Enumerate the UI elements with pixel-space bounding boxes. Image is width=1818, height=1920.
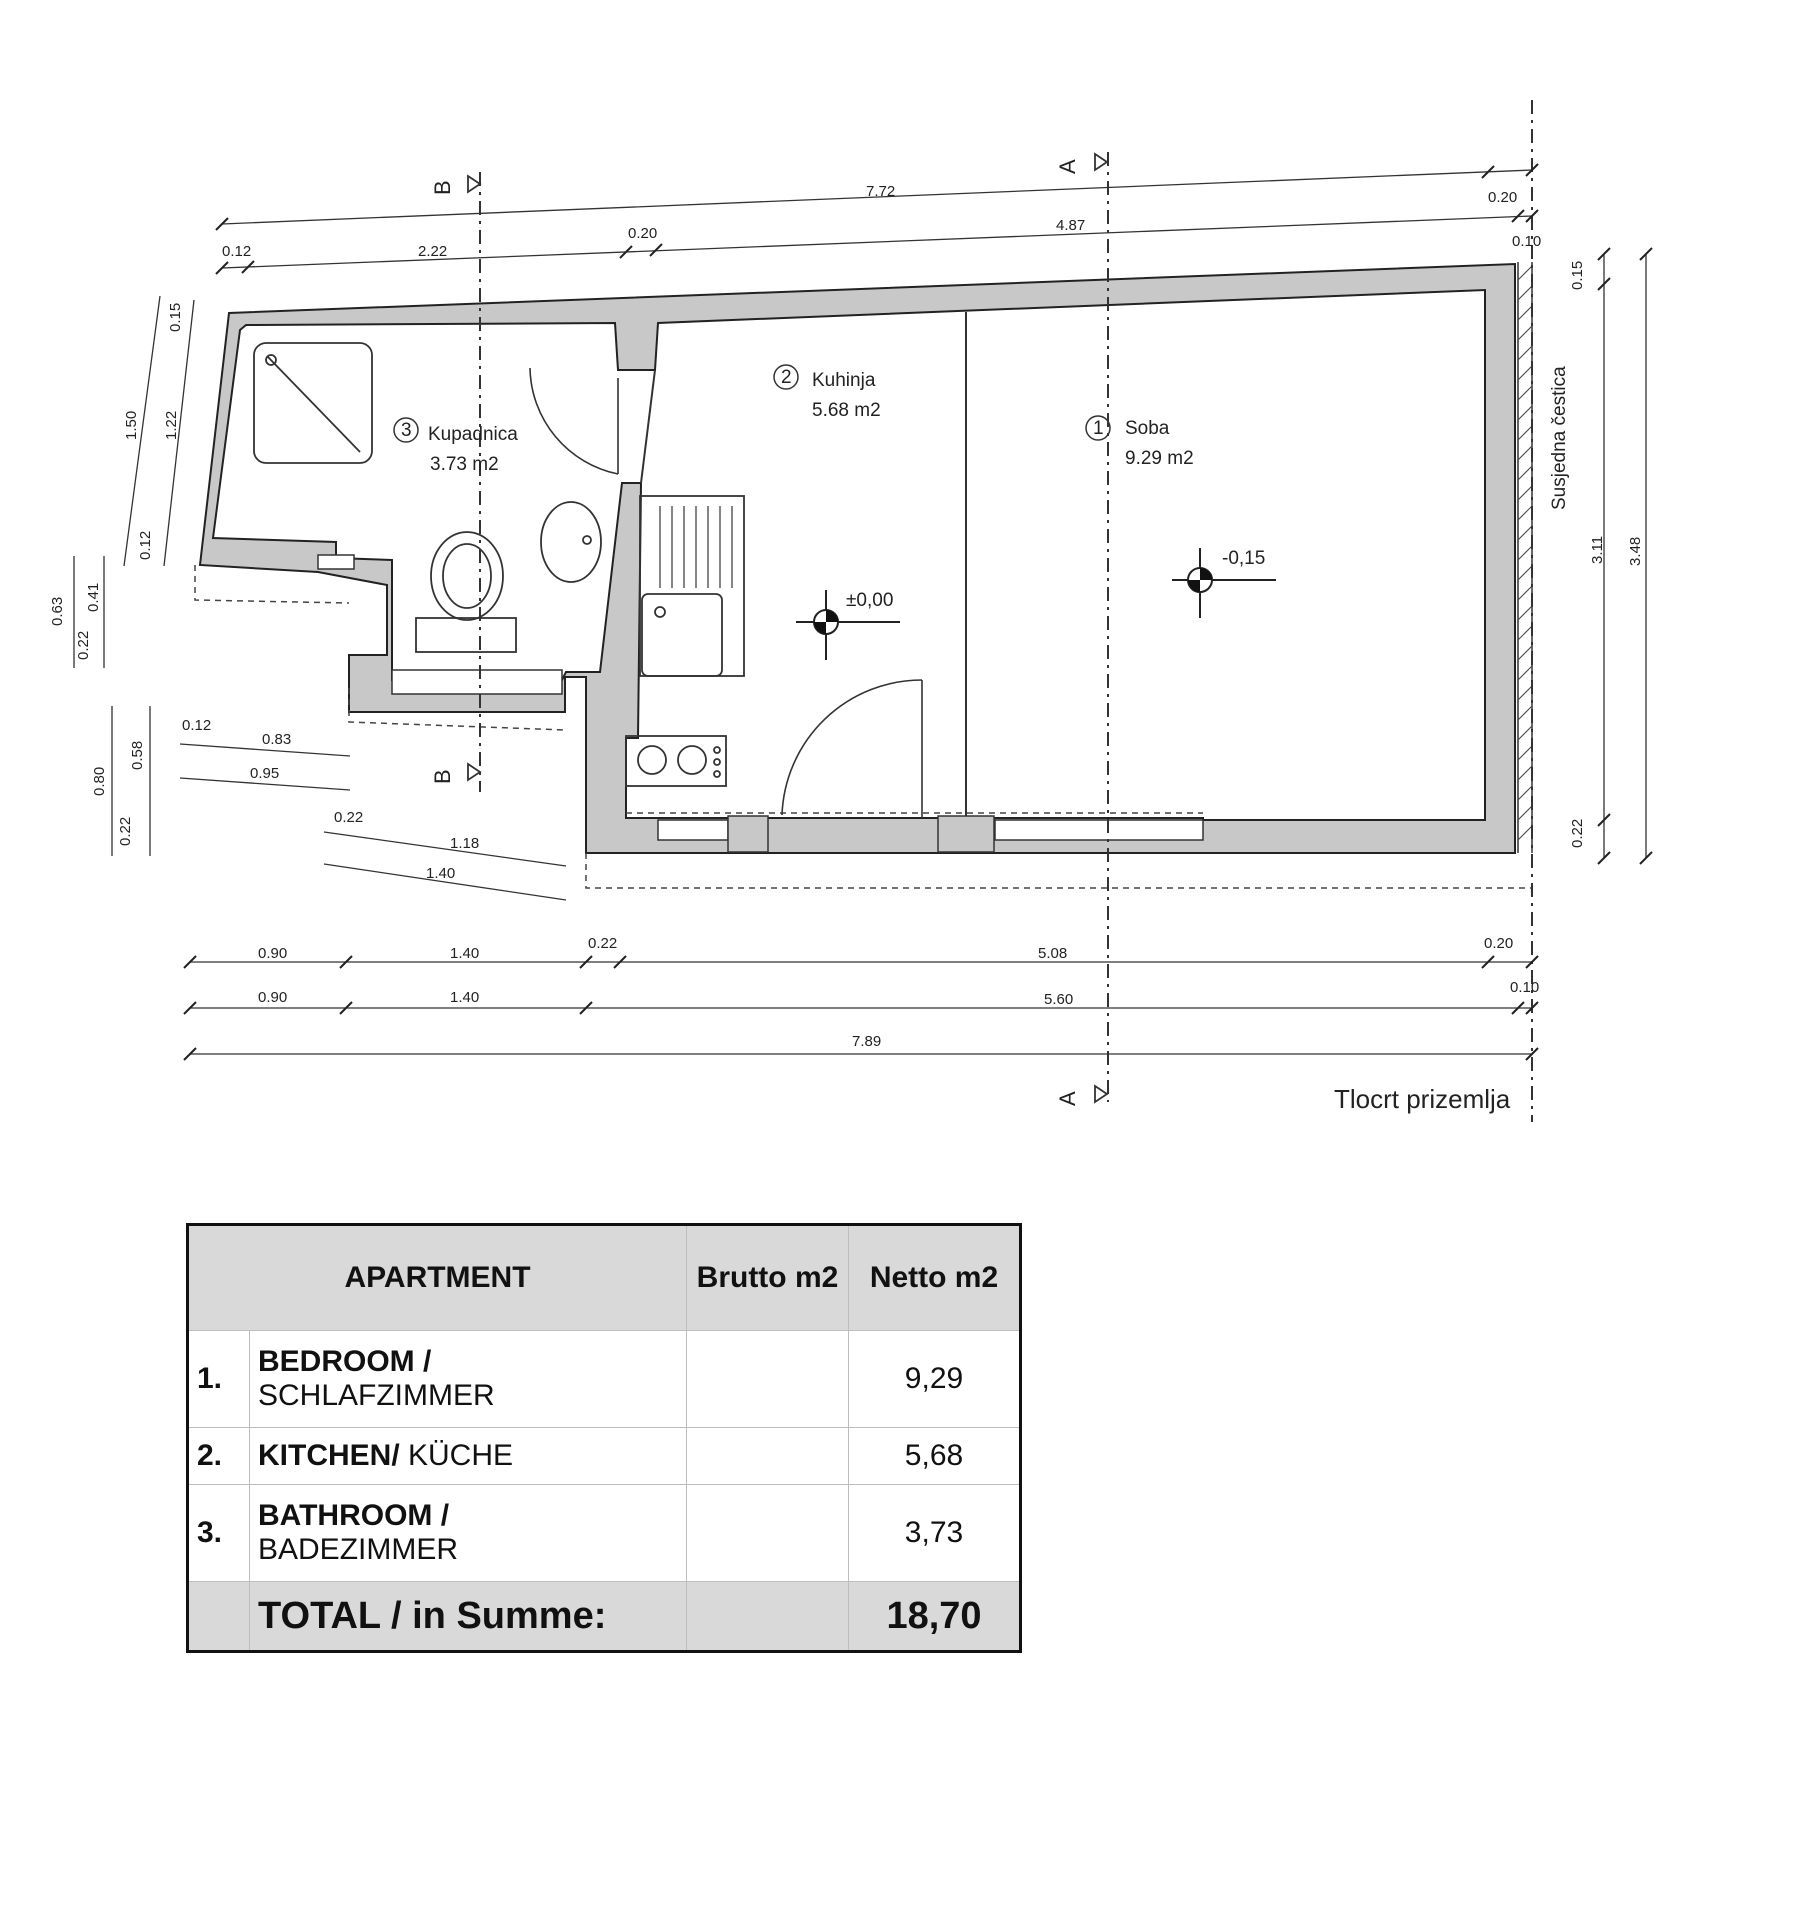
dim-top-487: 4.87	[1056, 217, 1086, 234]
stove	[626, 736, 726, 786]
dim-top-020a: 0.20	[1488, 189, 1518, 206]
total-label: TOTAL / in Summe:	[250, 1582, 687, 1652]
section-mark-b-bottom: B	[430, 769, 455, 784]
hatch-lines	[1518, 266, 1532, 840]
row-name-bold: BEDROOM /	[258, 1345, 432, 1378]
plan-caption: Tlocrt prizemlja	[1334, 1084, 1511, 1114]
dim-b1-022: 0.22	[588, 935, 618, 952]
total-netto: 18,70	[849, 1582, 1021, 1652]
dim-left-012: 0.12	[137, 530, 154, 560]
bath-door-swing	[530, 368, 618, 474]
counter	[640, 496, 744, 676]
dim-left-015: 0.15	[167, 302, 184, 332]
dim-left-063: 0.63	[49, 596, 66, 626]
room-labels	[394, 365, 1194, 475]
toilet-bowl	[431, 532, 503, 620]
row-number: 1.	[188, 1331, 250, 1428]
walls	[200, 264, 1515, 853]
wall-pier-1	[728, 816, 768, 852]
dim-right-022: 0.22	[1569, 818, 1586, 848]
dim-b1-090: 0.90	[258, 945, 288, 962]
header-apartment: APARTMENT	[188, 1225, 687, 1331]
toilet-tank	[416, 618, 516, 652]
table-row	[188, 1485, 1021, 1582]
window-bath-bottom	[392, 670, 562, 694]
drain-board-lines	[660, 506, 732, 588]
section-mark-a-bottom: A	[1055, 1091, 1080, 1106]
room-3-number: 3	[401, 420, 412, 441]
header-netto: Netto m2	[849, 1225, 1021, 1331]
section-mark-a-top: A	[1055, 159, 1080, 174]
room-2-area: 5.68 m2	[812, 400, 881, 421]
total-spacer	[188, 1582, 250, 1652]
window-room	[995, 820, 1203, 840]
level-room: -0,15	[1222, 548, 1266, 569]
dim-b3-789: 7.89	[852, 1033, 882, 1050]
room-1-number: 1	[1093, 418, 1104, 439]
row-name-bold: BATHROOM /	[258, 1499, 450, 1532]
table-header-row	[188, 1225, 1021, 1331]
sink	[642, 594, 722, 676]
dim-lh-095: 0.95	[250, 765, 280, 782]
dim-top-222: 2.22	[418, 243, 448, 260]
dim-b2-560: 5.60	[1044, 991, 1074, 1008]
area-table	[186, 1223, 1022, 1653]
dim-lh-118: 1.18	[450, 835, 480, 852]
dim-b2-090: 0.90	[258, 989, 288, 1006]
wall-pier-2	[938, 816, 994, 852]
room-2-name: Kuhinja	[812, 370, 876, 391]
dim-left-150: 1.50	[123, 410, 140, 440]
table-total-row	[188, 1582, 1021, 1652]
outer-wall	[200, 264, 1515, 853]
room-3-name: Kupadnica	[428, 424, 518, 445]
level-kitchen: ±0,00	[846, 590, 894, 611]
dim-lh-140: 1.40	[426, 865, 456, 882]
row-number: 3.	[188, 1485, 250, 1582]
dim-b1-140: 1.40	[450, 945, 480, 962]
row-name-rest: SCHLAFZIMMER	[258, 1379, 495, 1412]
dim-lh-012: 0.12	[182, 717, 212, 734]
row-name-rest: KÜCHE	[399, 1439, 514, 1472]
row-number: 2.	[188, 1428, 250, 1485]
dim-top-010: 0.10	[1512, 233, 1542, 250]
row-netto: 9,29	[849, 1331, 1021, 1428]
room-1-area: 9.29 m2	[1125, 448, 1194, 469]
header-brutto: Brutto m2	[687, 1225, 849, 1331]
dim-b2-140: 1.40	[450, 989, 480, 1006]
room-3-area: 3.73 m2	[430, 454, 499, 475]
row-brutto	[687, 1428, 849, 1485]
section-mark-b-top: B	[430, 180, 455, 195]
dim-right-015: 0.15	[1569, 260, 1586, 290]
partitions	[641, 312, 966, 818]
dim-lh-022: 0.22	[334, 809, 364, 826]
row-name	[250, 1485, 687, 1582]
entry-door-swing	[782, 680, 922, 815]
row-brutto	[687, 1485, 849, 1582]
dim-b1-508: 5.08	[1038, 945, 1068, 962]
dim-left-122: 1.22	[163, 410, 180, 440]
dim-b1-020: 0.20	[1484, 935, 1514, 952]
dim-right-311: 3.11	[1589, 535, 1606, 564]
dim-top-012: 0.12	[222, 243, 252, 260]
room-1-name: Soba	[1125, 418, 1170, 439]
row-name-rest: BADEZIMMER	[258, 1533, 459, 1566]
row-name	[250, 1331, 687, 1428]
dim-left-022a: 0.22	[75, 630, 92, 660]
dim-lh-083: 0.83	[262, 731, 292, 748]
room-2-number: 2	[781, 367, 792, 388]
dim-left-022b: 0.22	[117, 816, 134, 846]
row-name	[250, 1428, 687, 1485]
dim-top-total: 7.72	[866, 183, 896, 200]
dim-b2-010: 0.10	[1510, 979, 1540, 996]
washbasin	[541, 502, 601, 582]
neighbor-label: Susjedna čestica	[1549, 366, 1570, 510]
window-kitchen	[658, 820, 728, 840]
table-row	[188, 1428, 1021, 1485]
window-bath-left	[318, 555, 354, 569]
dim-left-041: 0.41	[85, 582, 102, 612]
table-row	[188, 1331, 1021, 1428]
dim-left-080: 0.80	[91, 766, 108, 796]
total-brutto	[687, 1582, 849, 1652]
row-brutto	[687, 1331, 849, 1428]
dim-right-348: 3.48	[1627, 536, 1644, 566]
row-name-bold: KITCHEN/	[258, 1439, 400, 1472]
row-netto: 3,73	[849, 1485, 1021, 1582]
dim-left-058: 0.58	[129, 740, 146, 770]
row-netto: 5,68	[849, 1428, 1021, 1485]
dim-top-020b: 0.20	[628, 225, 658, 242]
